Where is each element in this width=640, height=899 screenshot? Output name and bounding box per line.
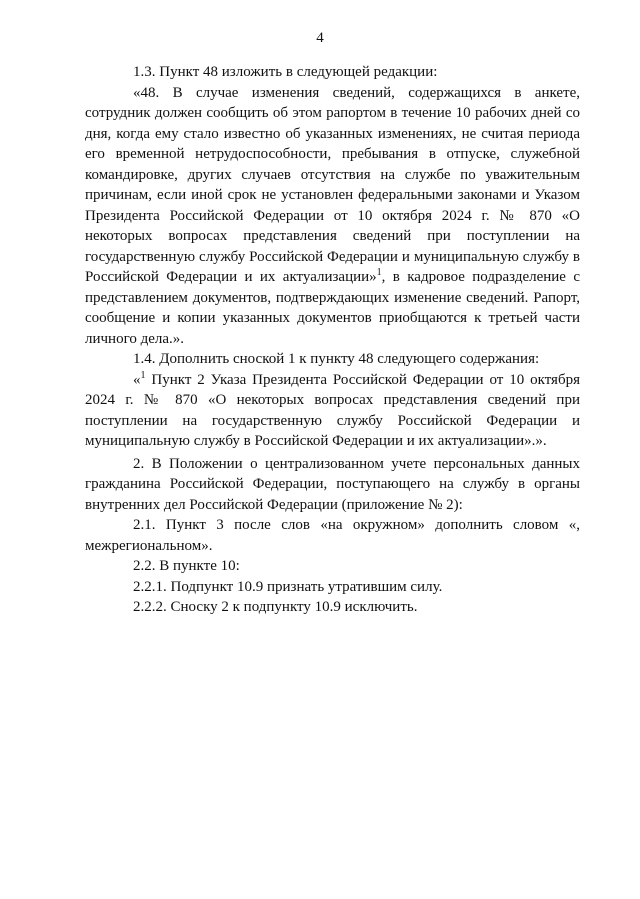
paragraph-2-2-1: 2.2.1. Подпункт 10.9 признать утратившим силу. xyxy=(133,578,443,595)
paragraph-2: 2. В Положении о централизованном учете персональных данных гражданина Российской Федерации, поступающего на службу в органы внутренних дел Российской Федерации (приложение № 2): xyxy=(85,455,580,513)
paragraph-1-3: 1.3. Пункт 48 изложить в следующей редакции: xyxy=(133,64,438,80)
paragraph-48-text-main: «48. В случае изменения сведений, содержащихся в анкете, сотрудник должен сообщить об этом рапортом в течение 10 рабочих дней со дня, когда ему стало известно об указанных изменениях, не считая периода его временной нетрудоспособности, пребывания в отпуске, служебной командировке, других случаев отсутствия на службе по уважительным причинам, если иной срок не установлен федеральными законами и Указом Президента Российской Федерации от 10 октября 2024 г. № 870 «О некоторых вопросах представления сведений при поступлении на государственную службу Российской Федерации и муниципальную службу в Российской Федерации и их актуализации» xyxy=(85,84,580,285)
footnote-body: Пункт 2 Указа Президента Российской Федерации от 10 октября 2024 г. № 870 «О некоторых вопросах представления сведений при поступлении на государственную службу Российской Федерации и муниципальную службу в Российской Федерации и их актуализации».». xyxy=(85,371,580,449)
page-number: 4 xyxy=(316,30,324,46)
footnote-mark: 1 xyxy=(140,369,146,381)
paragraph-2-2: 2.2. В пункте 10: xyxy=(133,558,240,574)
paragraph-1-4: 1.4. Дополнить сноской 1 к пункту 48 следующего содержания: xyxy=(133,351,540,367)
paragraph-48-text xyxy=(85,83,580,350)
paragraph-48-text-tail: , в кадровое подразделение с представлением документов, подтверждающих изменение сведений. Рапорт, сообщение и копии указанных документов приобщаются к третьей части личного дела.». xyxy=(85,269,580,347)
footnote-open-quote: « xyxy=(133,371,141,388)
footnote-ref-1: 1 xyxy=(376,267,382,278)
paragraph-2-2-2: 2.2.2. Сноску 2 к подпункту 10.9 исключить. xyxy=(133,599,418,615)
document-body xyxy=(85,62,580,618)
footnote-text xyxy=(85,370,580,452)
paragraph-2-1: 2.1. Пункт 3 после слов «на окружном» дополнить словом «, межрегиональном». xyxy=(85,517,580,554)
